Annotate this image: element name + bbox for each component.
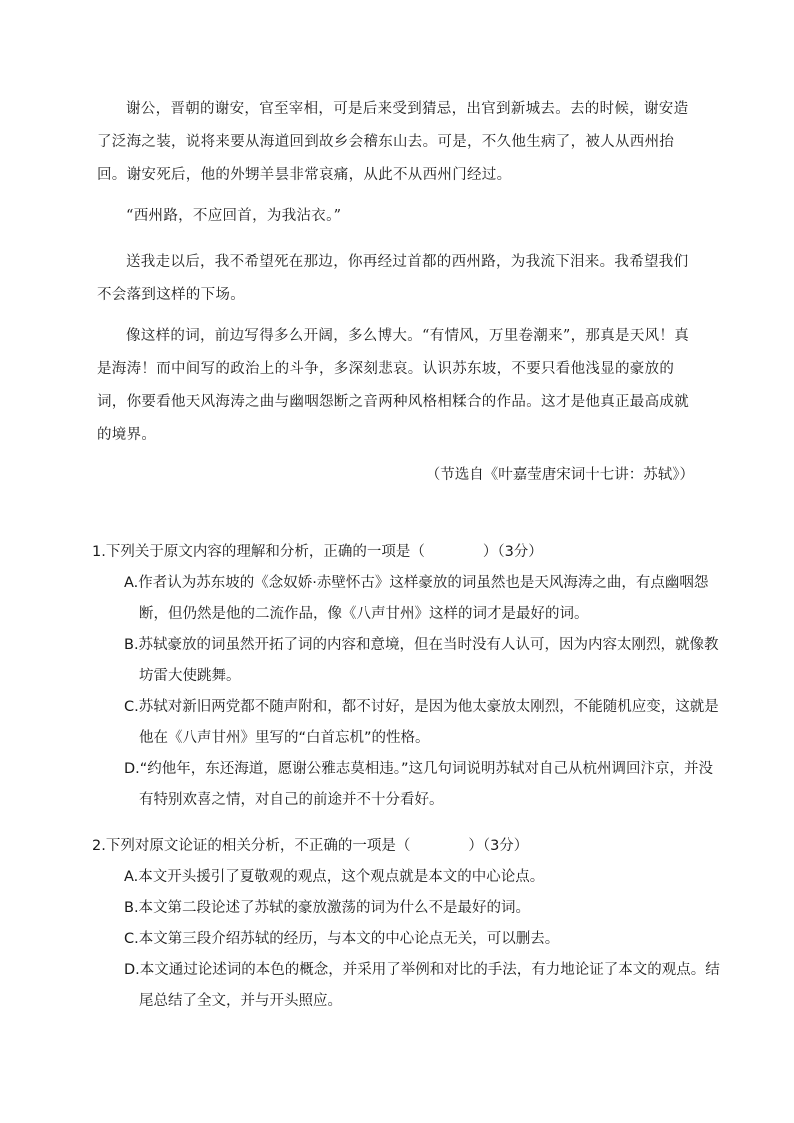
question-2-option-d: D.本文通过论述词的本色的概念，并采用了举例和对比的手法，有力地论证了本文的观点。结尾总结了全文，并与开头照应。 [124, 962, 720, 1009]
question-1-option-c: C.苏轼对新旧两党都不随声附和，都不讨好，是因为他太豪放太刚烈，不能随机应变，这就是他在《八声甘州》里写的“白首忘机”的性格。 [124, 699, 719, 746]
passage-source: （节选自《叶嘉莹唐宋词十七讲：苏轼》） [425, 467, 694, 483]
question-1-stem: 1.下列关于原文内容的理解和分析，正确的一项是（ ）（3分） [92, 544, 543, 560]
question-2-option-a: A.本文开头援引了夏敬观的观点，这个观点就是本文的中心论点。 [124, 869, 545, 885]
passage-paragraph-3: 送我走以后，我不希望死在那边，你再经过首都的西州路，为我流下泪来。我希望我们不会落到这样的下场。 [97, 254, 689, 303]
question-2-stem: 2.下列对原文论证的相关分析，不正确的一项是（ ）（3分） [92, 838, 529, 854]
question-2-option-b: B.本文第二段论述了苏轼的豪放激荡的词为什么不是最好的词。 [124, 900, 531, 916]
question-1-option-b: B.苏轼豪放的词虽然开拓了词的内容和意境，但在当时没有人认可，因为内容太刚烈，就像教坊雷大使跳舞。 [124, 637, 719, 684]
passage-paragraph-4: 像这样的词，前边写得多么开阔，多么博大。“有情风，万里卷潮来”，那真是天风！真是海涛！而中间写的政治上的斗争，多深刻悲哀。认识苏东坡，不要只看他浅显的豪放的词，你要看他天风海涛之曲与幽咽怨断之音两种风格相糅合的作品。这才是他真正最高成就的境界。 [97, 328, 690, 443]
question-1-option-a: A.作者认为苏东坡的《念奴娇·赤壁怀古》这样豪放的词虽然也是天风海涛之曲，有点幽咽怨断，但仍然是他的二流作品，像《八声甘州》这样的词才是最好的词。 [124, 575, 709, 622]
passage-paragraph-1: 谢公，晋朝的谢安，官至宰相，可是后来受到猜忌，出官到新城去。去的时候，谢安造了泛海之装，说将来要从海道回到故乡会稽东山去。可是，不久他生病了，被人从西州抬回。谢安死后，他的外甥羊昙非常哀痛，从此不从西州门经过。 [97, 101, 689, 183]
question-2-option-c: C.本文第三段介绍苏轼的经历，与本文的中心论点无关，可以删去。 [124, 931, 560, 947]
question-1-option-d: D.“约他年，东还海道，愿谢公雅志莫相违。”这几句词说明苏轼对自己从杭州调回汴京，并没有特别欢喜之情，对自己的前途并不十分看好。 [124, 761, 714, 808]
passage-quote: “西州路，不应回首，为我沾衣。” [126, 208, 342, 224]
